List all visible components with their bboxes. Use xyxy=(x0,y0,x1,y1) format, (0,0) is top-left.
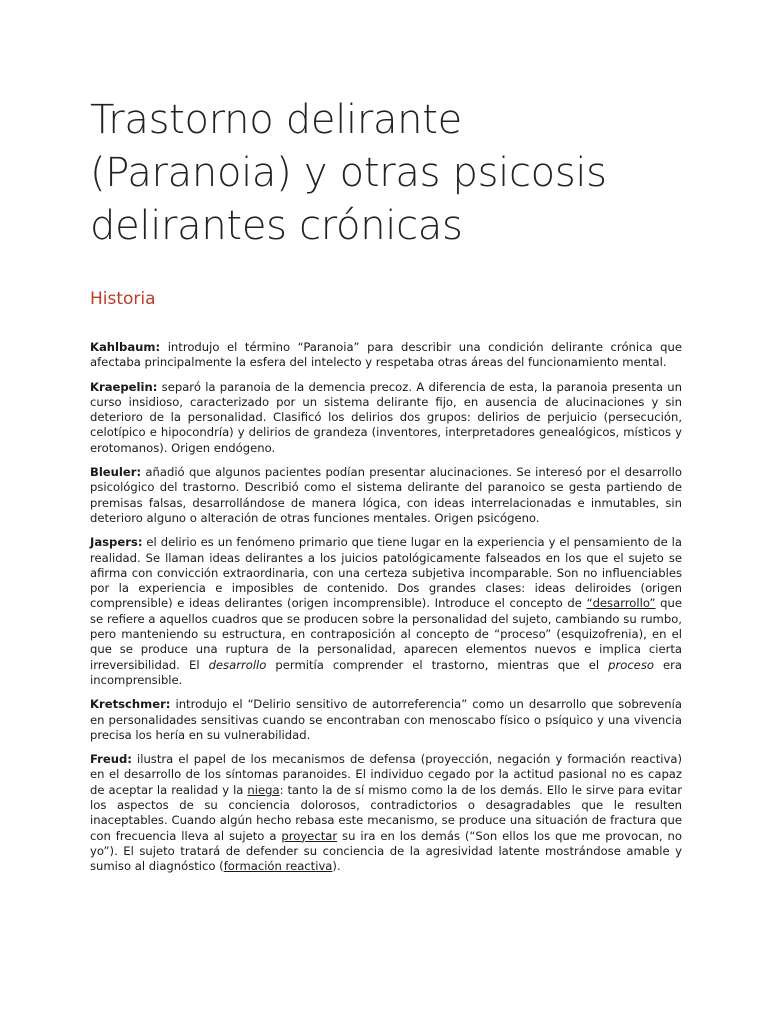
underlined-term: proyectar xyxy=(281,828,338,843)
underlined-term: niega xyxy=(247,782,280,797)
document-title xyxy=(90,94,682,253)
paragraph-kretschmer xyxy=(90,697,682,743)
author-name: Kahlbaum: xyxy=(90,340,161,354)
paragraph-text: su ira en los demás (“Son ellos los que me provocan, no yo”). El sujeto tratará de defender su conciencia de la agresividad latente mostrándose amable y sumiso al diagnóstico ( xyxy=(90,828,682,874)
paragraph-text: ilustra el papel de los mecanismos de defensa (proyección, negación y formación reactiva) en el desarrollo de los síntomas paranoides. El individuo cegado por la actitud pasional no es capaz de aceptar la realidad y la xyxy=(90,752,682,797)
title-line-3: delirantes crónicas xyxy=(90,203,463,249)
author-name: Kraepelin: xyxy=(90,379,158,394)
underlined-term: formación reactiva xyxy=(223,859,333,874)
title-line-2: (Paranoia) y otras psicosis xyxy=(90,150,607,196)
section-heading: Historia xyxy=(90,289,156,309)
paragraph-text: añadió que algunos pacientes podían presentar alucinaciones. Se interesó por el desarrollo psicológico del trastorno. Describió como el sistema delirante del paranoico se gesta partiendo de premisas falsas, desarrollándose de manera lógica, con ideas interrelacionadas e inmutables, sin deterioro alguno o alteración de otras funciones mentales. Origen psicógeno. xyxy=(90,465,682,525)
paragraph-kahlbaum xyxy=(90,340,682,371)
italic-term: desarrollo xyxy=(208,657,267,672)
author-name: Kretschmer: xyxy=(90,697,171,712)
paragraph-text: introdujo el término “Paranoia” para describir una condición delirante crónica que afectaba principalmente la esfera del intelecto y respetaba otras áreas del funcionamiento mental. xyxy=(90,340,682,370)
author-name: Freud: xyxy=(90,752,132,767)
paragraph-text: permitía comprender el trastorno, mientras que el xyxy=(266,657,609,672)
paragraph-text: introdujo el “Delirio sensitivo de autorreferencia” como un desarrollo que sobrevenía en personalidades sensitivas cuando se encontraban con menoscabo físico o psíquico y una vivencia precisa los hería en su vulnerabilidad. xyxy=(90,697,682,742)
paragraph-text: el delirio es un fenómeno primario que tiene lugar en la experiencia y el pensamiento de la realidad. Se llaman ideas delirantes a los juicios patológicamente falseados en los que el sujeto se afirma con convicción extraordinaria, con una certeza subjetiva incomparable. Son no influenciables por la experiencia e imposibles de contenido. Dos grandes clases: ideas deliroides (origen comprensible) e ideas delirantes (origen incomprensible). Introduce el concepto de xyxy=(90,535,682,611)
paragraph-text: que se refiere a aquellos cuadros que se producen sobre la personalidad del sujeto, cambiando su rumbo, pero manteniendo su estructura, en contraposición al concepto de “proceso” (esquizofrenia), en el que se produce una ruptura de la personalidad, aparecen elementos nuevos e implica cierta irreversibilidad. El xyxy=(90,596,683,672)
paragraph-jaspers xyxy=(90,535,682,688)
title-line-1: Trastorno delirante xyxy=(90,97,462,143)
paragraph-kraepelin xyxy=(90,380,682,456)
author-name: Bleuler: xyxy=(90,465,142,480)
paragraph-text: : tanto la de sí mismo como la de los demás. Ello le sirve para evitar los aspectos de su conciencia dolorosos, contradictorios o desagradables que le resulten inaceptables. Cuando algún hecho rebasa este mecanismo, se produce una situación de fractura que con frecuencia lleva al sujeto a xyxy=(90,782,682,843)
italic-term: proceso xyxy=(608,657,654,672)
author-name: Jaspers: xyxy=(90,535,143,550)
underlined-term: “desarrollo” xyxy=(586,596,656,611)
paragraph-bleuler xyxy=(90,465,682,526)
paragraph-text: separó la paranoia de la demencia precoz. A diferencia de esta, la paranoia presenta un curso insidioso, caracterizado por un sistema delirante fijo, en ausencia de alucinaciones y sin deterioro de la personalidad. Clasificó los delirios dos grupos: delirios de perjuicio (persecución, celotípico e hipocondría) y delirios de grandeza (inventores, interpretadores genealógicos, místicos y erotomanos). Origen endógeno. xyxy=(90,379,682,455)
paragraph-freud xyxy=(90,752,682,874)
paragraph-text: ). xyxy=(332,859,341,874)
paragraph-text: era incomprensible. xyxy=(90,657,682,687)
